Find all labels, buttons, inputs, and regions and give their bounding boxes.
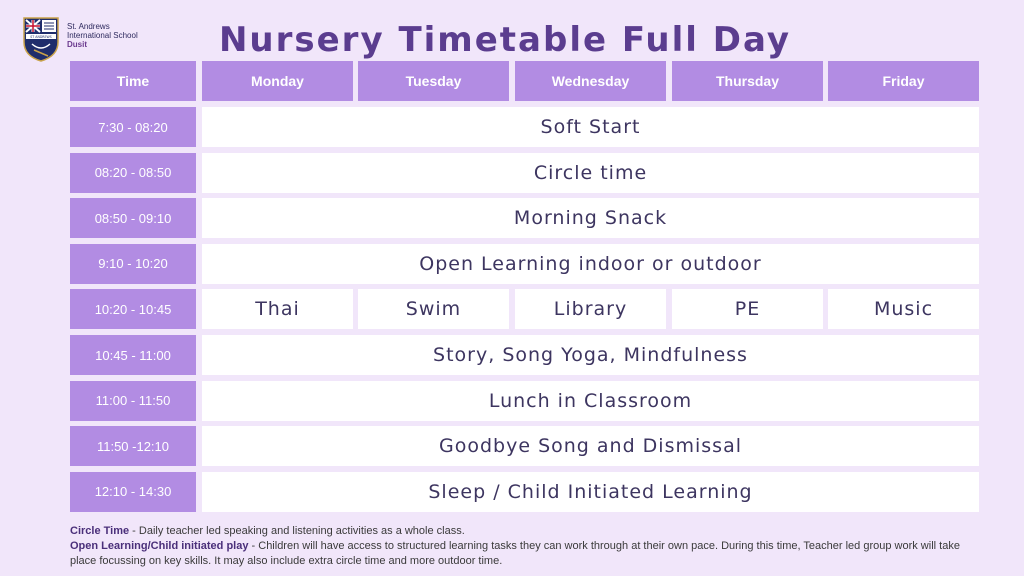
- activity-all-days: Circle time: [202, 153, 979, 193]
- activity-all-days: Goodbye Song and Dismissal: [202, 426, 979, 466]
- activity-all-days: Soft Start: [202, 107, 979, 147]
- activity-monday: Thai: [202, 289, 353, 329]
- time-slot: 12:10 - 14:30: [70, 472, 196, 512]
- activity-all-days: Story, Song Yoga, Mindfulness: [202, 335, 979, 375]
- timetable-grid: [70, 61, 979, 511]
- note-open-text: - Children will have access to structured learning tasks they can work through at their own pace. During this time, Teacher led group work will take place focussing on key skills. It may also include extra circle time and more outdoor time.: [70, 540, 960, 567]
- school-name-line2: International School: [67, 31, 138, 40]
- page-title: Nursery Timetable Full Day: [218, 20, 792, 60]
- activity-all-days: Sleep / Child Initiated Learning: [202, 472, 979, 512]
- school-campus: Dusit: [67, 40, 87, 49]
- notes: [70, 524, 982, 569]
- note-circle-title: Circle Time: [70, 525, 130, 537]
- note-circle-text: - Daily teacher led speaking and listening activities as a whole class.: [129, 525, 465, 537]
- activity-all-days: Morning Snack: [202, 198, 979, 238]
- time-slot: 7:30 - 08:20: [70, 107, 196, 147]
- column-header-monday: Monday: [202, 61, 353, 101]
- activity-all-days: Open Learning indoor or outdoor: [202, 244, 979, 284]
- activity-wednesday: Library: [515, 289, 666, 329]
- crest-text: ST ANDREWS: [30, 35, 52, 39]
- column-header-wednesday: Wednesday: [515, 61, 666, 101]
- activity-friday: Music: [828, 289, 979, 329]
- time-slot: 10:20 - 10:45: [70, 289, 196, 329]
- column-header-tuesday: Tuesday: [358, 61, 509, 101]
- note-open-learning: [70, 539, 982, 569]
- time-slot: 11:50 -12:10: [70, 426, 196, 466]
- time-slot: 08:20 - 08:50: [70, 153, 196, 193]
- time-slot: 10:45 - 11:00: [70, 335, 196, 375]
- note-open-title: Open Learning/Child initiated play: [70, 540, 249, 552]
- time-slot: 9:10 - 10:20: [70, 244, 196, 284]
- column-header-friday: Friday: [828, 61, 979, 101]
- time-slot: 08:50 - 09:10: [70, 198, 196, 238]
- note-circle-time: [70, 524, 982, 539]
- column-header-thursday: Thursday: [672, 61, 823, 101]
- activity-thursday: PE: [672, 289, 823, 329]
- column-header-time: Time: [70, 61, 196, 101]
- school-name-line1: St. Andrews: [67, 22, 110, 31]
- time-slot: 11:00 - 11:50: [70, 381, 196, 421]
- activity-tuesday: Swim: [358, 289, 509, 329]
- activity-all-days: Lunch in Classroom: [202, 381, 979, 421]
